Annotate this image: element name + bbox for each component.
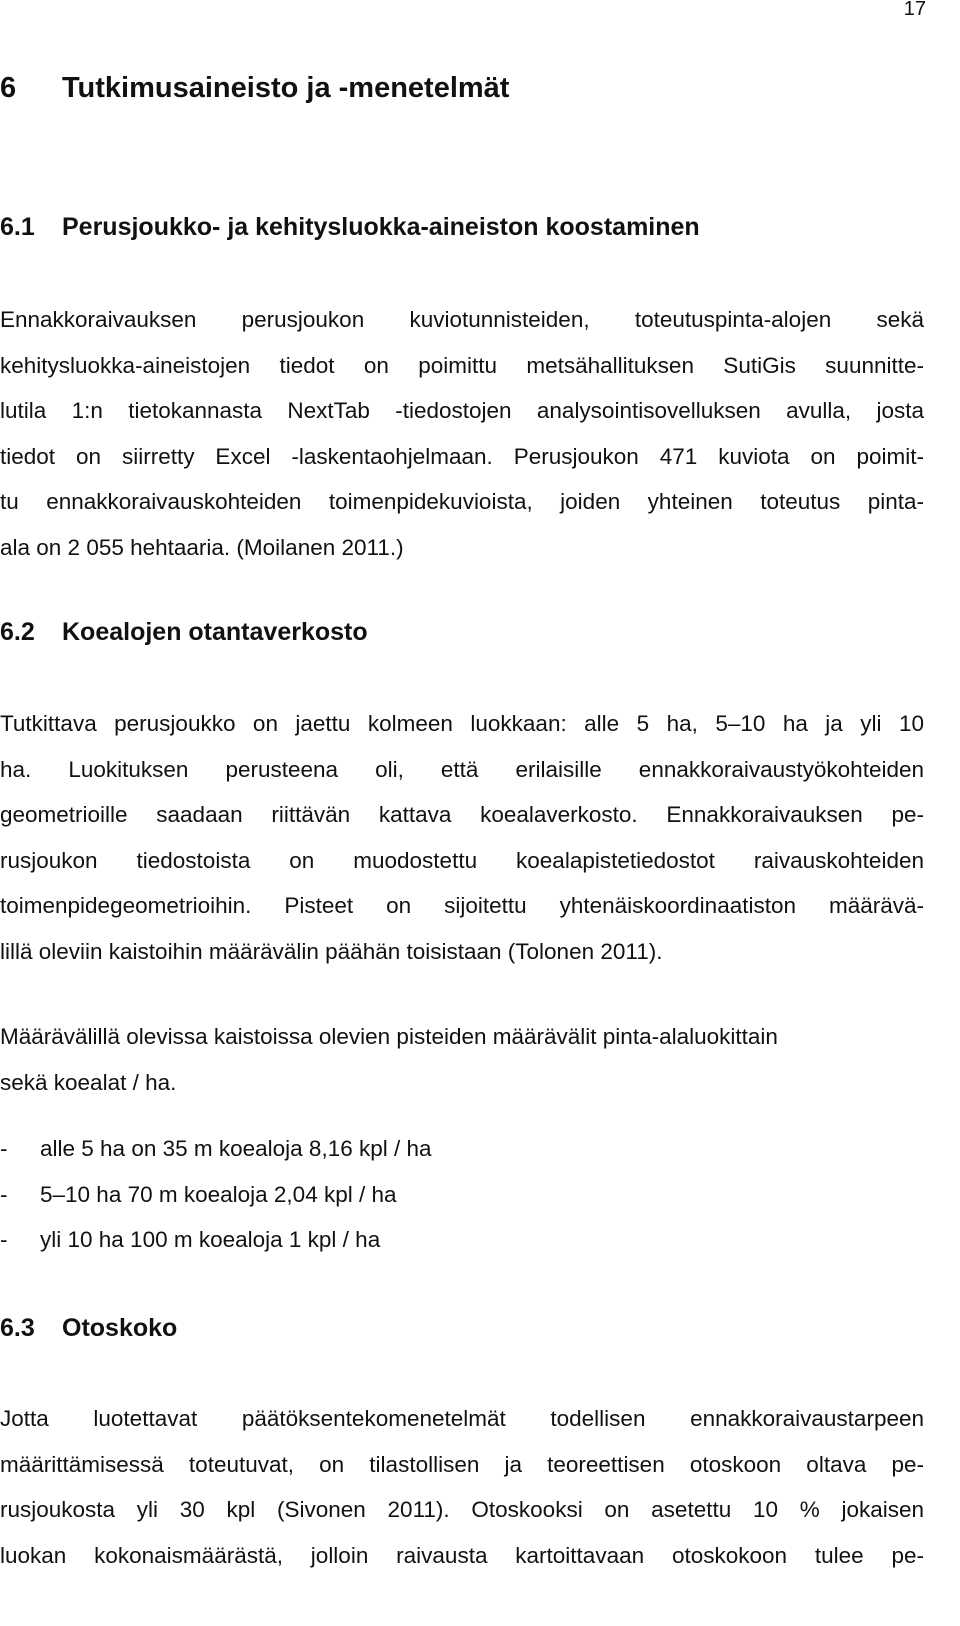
section-6-1-paragraph (0, 297, 924, 570)
section-6-3-paragraph (0, 1396, 924, 1578)
paragraph-line: luokan kokonaismäärästä, jolloin raivausta kartoittavaan otoskokoon tulee pe- (0, 1542, 924, 1568)
paragraph-line: Tutkittava perusjoukko on jaettu kolmeen luokkaan: alle 5 ha, 5–10 ha ja yli 10 (0, 711, 924, 736)
paragraph-line: kehitysluokka-aineistojen tiedot on poimittu metsähallituksen SutiGis suunnitte- (0, 352, 924, 378)
paragraph-line: lutila 1:n tietokannasta NextTab -tiedostojen analysointisovelluksen avulla, josta (0, 398, 924, 423)
paragraph-line: geometrioille saadaan riittävän kattava koealaverkosto. Ennakkoraivauksen pe- (0, 802, 924, 827)
list-item (0, 1217, 432, 1263)
list-dash: - (0, 1181, 8, 1207)
paragraph-line: tiedot on siirretty Excel -laskentaohjelmaan. Perusjoukon 471 kuviota on poimit- (0, 443, 924, 469)
chapter-number: 6 (0, 72, 17, 104)
paragraph-line: toimenpidegeometrioihin. Pisteet on sijoitettu yhtenäiskoordinaatiston määrävä- (0, 893, 924, 918)
paragraph-line: rusjoukon tiedostoista on muodostettu koealapistetiedostot raivauskohteiden (0, 847, 924, 873)
list-item-text: yli 10 ha 100 m koealoja 1 kpl / ha (40, 1227, 381, 1252)
paragraph-line: Ennakkoraivauksen perusjoukon kuviotunnisteiden, toteutuspinta-alojen sekä (0, 307, 924, 332)
section-6-1-number: 6.1 (0, 213, 35, 241)
list-item-text: alle 5 ha on 35 m koealoja 8,16 kpl / ha (40, 1136, 432, 1161)
paragraph-line: ala on 2 055 hehtaaria. (Moilanen 2011.) (0, 534, 404, 560)
paragraph-line: ha. Luokituksen perusteena oli, että erilaisille ennakkoraivaustyökohteiden (0, 756, 924, 782)
paragraph-line: rusjoukosta yli 30 kpl (Sivonen 2011). Otoskooksi on asetettu 10 % jokaisen (0, 1497, 924, 1522)
section-6-3-title: Otoskoko (62, 1314, 178, 1342)
section-6-3-heading (0, 1311, 177, 1345)
list-dash: - (0, 1136, 8, 1161)
list-item (0, 1126, 432, 1172)
spacing-list (0, 1126, 432, 1263)
section-6-2-number: 6.2 (0, 618, 35, 646)
list-dash: - (0, 1227, 8, 1252)
chapter-title: Tutkimusaineisto ja -menetelmät (62, 72, 510, 104)
section-6-2-paragraph-2 (0, 1014, 924, 1105)
paragraph-line: sekä koealat / ha. (0, 1069, 177, 1095)
section-6-2-title: Koealojen otantaverkosto (62, 618, 368, 646)
paragraph-line: lillä oleviin kaistoihin määrävälin päähän toisistaan (Tolonen 2011). (0, 938, 663, 964)
page-number: 17 (903, 0, 926, 20)
paragraph-line: Määrävälillä olevissa kaistoissa olevien pisteiden määrävälit pinta-alaluokittain (0, 1024, 778, 1049)
list-item (0, 1172, 432, 1218)
paragraph-line: Jotta luotettavat päätöksentekomenetelmät todellisen ennakkoraivaustarpeen (0, 1406, 924, 1431)
list-item-text: 5–10 ha 70 m koealoja 2,04 kpl / ha (40, 1181, 397, 1207)
section-6-1-heading (0, 210, 700, 244)
section-6-2-heading (0, 615, 368, 649)
section-6-1-title: Perusjoukko- ja kehitysluokka-aineiston koostaminen (62, 213, 700, 241)
section-6-3-number: 6.3 (0, 1314, 35, 1342)
chapter-heading (0, 68, 509, 108)
paragraph-line: määrittämisessä toteutuvat, on tilastollisen ja teoreettisen otoskoon oltava pe- (0, 1451, 924, 1477)
section-6-2-paragraph-1 (0, 701, 924, 974)
paragraph-line: tu ennakkoraivauskohteiden toimenpidekuvioista, joiden yhteinen toteutus pinta- (0, 489, 924, 514)
